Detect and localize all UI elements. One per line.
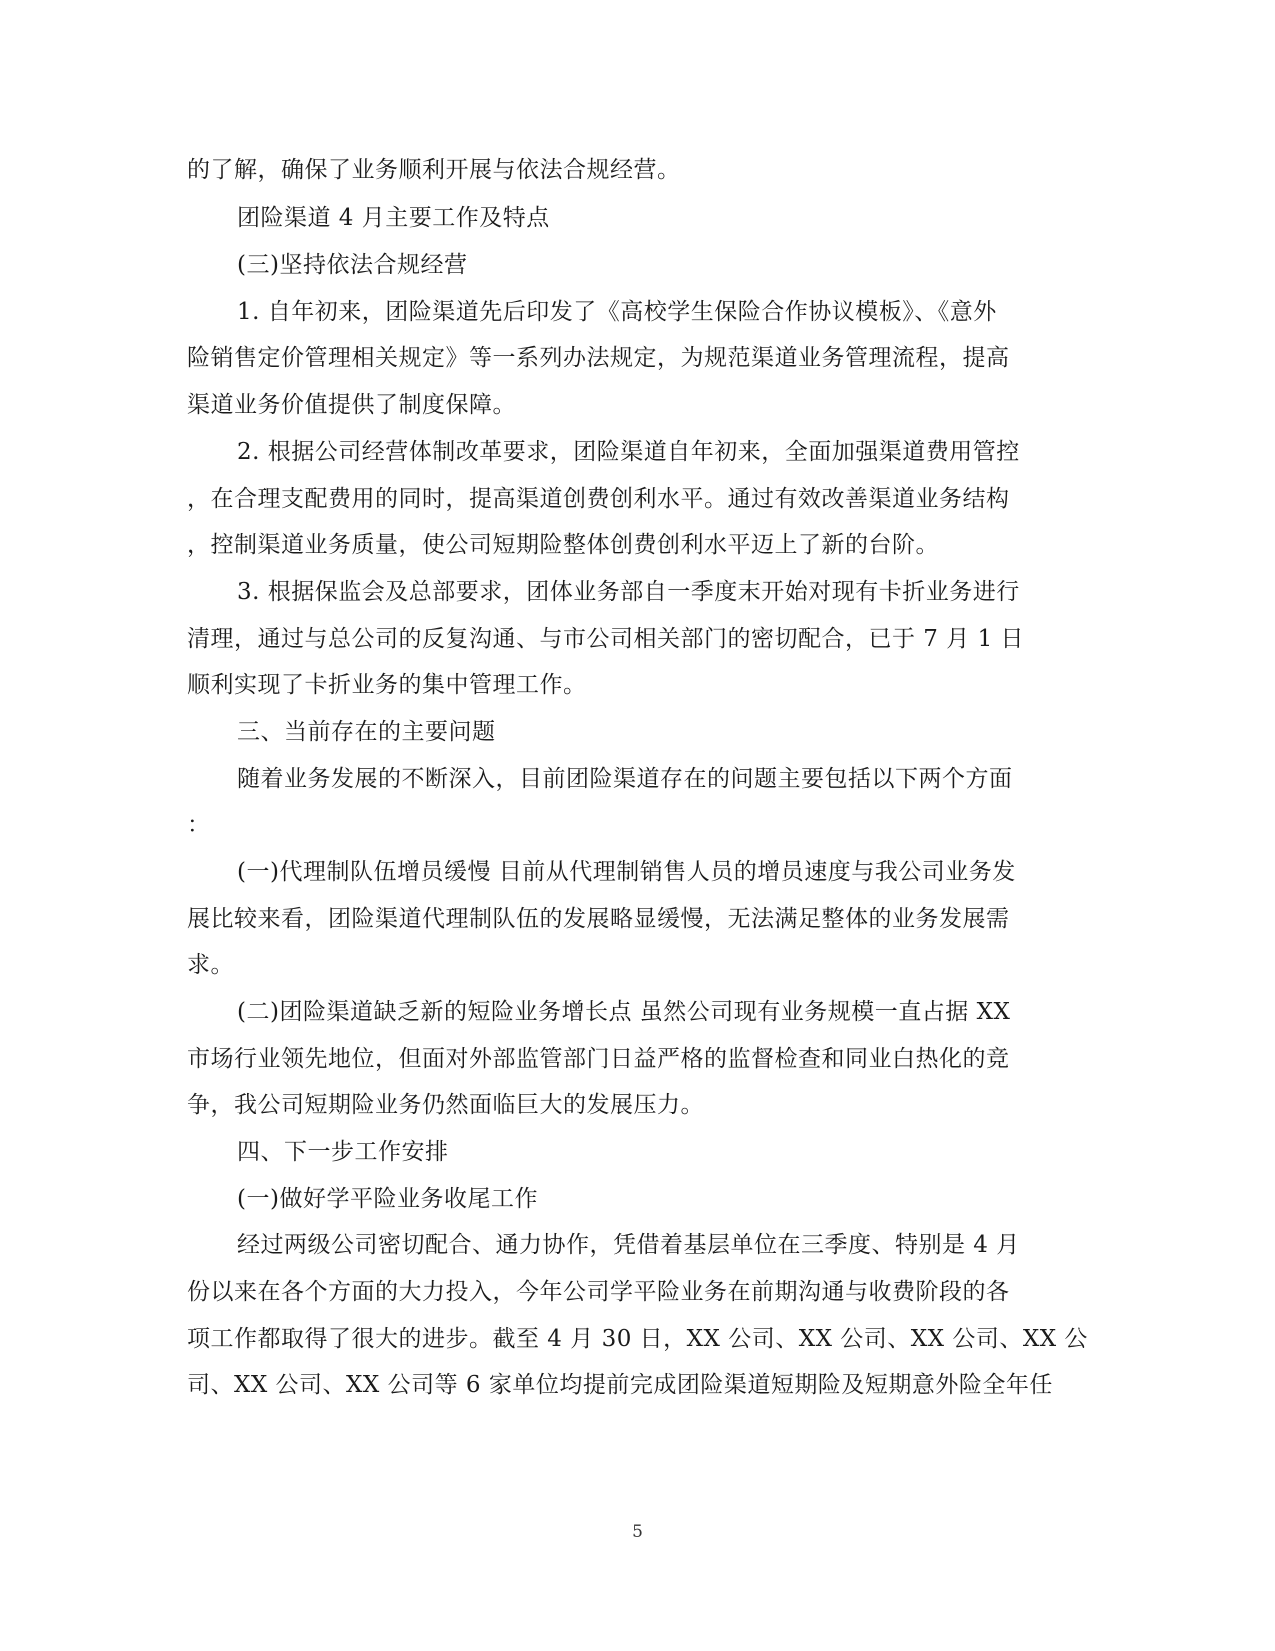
text-line: 的了解，确保了业务顺利开展与依法合规经营。 bbox=[187, 157, 681, 183]
text-line: 随着业务发展的不断深入，目前团险渠道存在的问题主要包括以下两个方面 bbox=[237, 766, 1013, 792]
text-line: 渠道业务价值提供了制度保障。 bbox=[187, 392, 516, 418]
text-line: ： bbox=[187, 812, 211, 838]
section-heading: (一)做好学平险业务收尾工作 bbox=[237, 1186, 538, 1212]
text-line: 争，我公司短期险业务仍然面临巨大的发展压力。 bbox=[187, 1092, 704, 1118]
page-number: 5 bbox=[632, 1522, 643, 1542]
text-line: 项工作都取得了很大的进步。截至 4 月 30 日，XX 公司、XX 公司、XX 公司、XX 公 bbox=[187, 1326, 1088, 1352]
text-line: 险销售定价管理相关规定》等一系列办法规定，为规范渠道业务管理流程，提高 bbox=[187, 345, 1010, 371]
section-heading: 四、下一步工作安排 bbox=[237, 1139, 449, 1165]
text-line: (一)代理制队伍增员缓慢 目前从代理制销售人员的增员速度与我公司业务发 bbox=[237, 859, 1016, 885]
section-heading: (三)坚持依法合规经营 bbox=[237, 252, 468, 278]
text-line: 清理，通过与总公司的反复沟通、与市公司相关部门的密切配合，已于 7 月 1 日 bbox=[187, 626, 1025, 652]
text-line: 3. 根据保监会及总部要求，团体业务部自一季度末开始对现有卡折业务进行 bbox=[237, 579, 1020, 605]
text-line: 市场行业领先地位，但面对外部监管部门日益严格的监督检查和同业白热化的竞 bbox=[187, 1046, 1010, 1072]
section-heading: 三、当前存在的主要问题 bbox=[237, 719, 496, 745]
text-line: ，控制渠道业务质量，使公司短期险整体创费创利水平迈上了新的台阶。 bbox=[187, 532, 939, 558]
text-line: 1. 自年初来，团险渠道先后印发了《高校学生保险合作协议模板》、《意外 bbox=[237, 299, 997, 325]
text-line: (二)团险渠道缺乏新的短险业务增长点 虽然公司现有业务规模一直占据 XX bbox=[237, 999, 1011, 1025]
text-line: 展比较来看，团险渠道代理制队伍的发展略显缓慢，无法满足整体的业务发展需 bbox=[187, 906, 1010, 932]
text-line: 2. 根据公司经营体制改革要求，团险渠道自年初来，全面加强渠道费用管控 bbox=[237, 439, 1020, 465]
section-heading: 团险渠道 4 月主要工作及特点 bbox=[237, 205, 550, 231]
text-line: 份以来在各个方面的大力投入，今年公司学平险业务在前期沟通与收费阶段的各 bbox=[187, 1279, 1010, 1305]
text-line: 经过两级公司密切配合、通力协作，凭借着基层单位在三季度、特别是 4 月 bbox=[237, 1232, 1020, 1258]
text-line: 求。 bbox=[187, 952, 234, 978]
text-line: 顺利实现了卡折业务的集中管理工作。 bbox=[187, 672, 587, 698]
text-line: ，在合理支配费用的同时，提高渠道创费创利水平。通过有效改善渠道业务结构 bbox=[187, 486, 1010, 512]
text-line: 司、XX 公司、XX 公司等 6 家单位均提前完成团险渠道短期险及短期意外险全年任 bbox=[187, 1372, 1053, 1398]
